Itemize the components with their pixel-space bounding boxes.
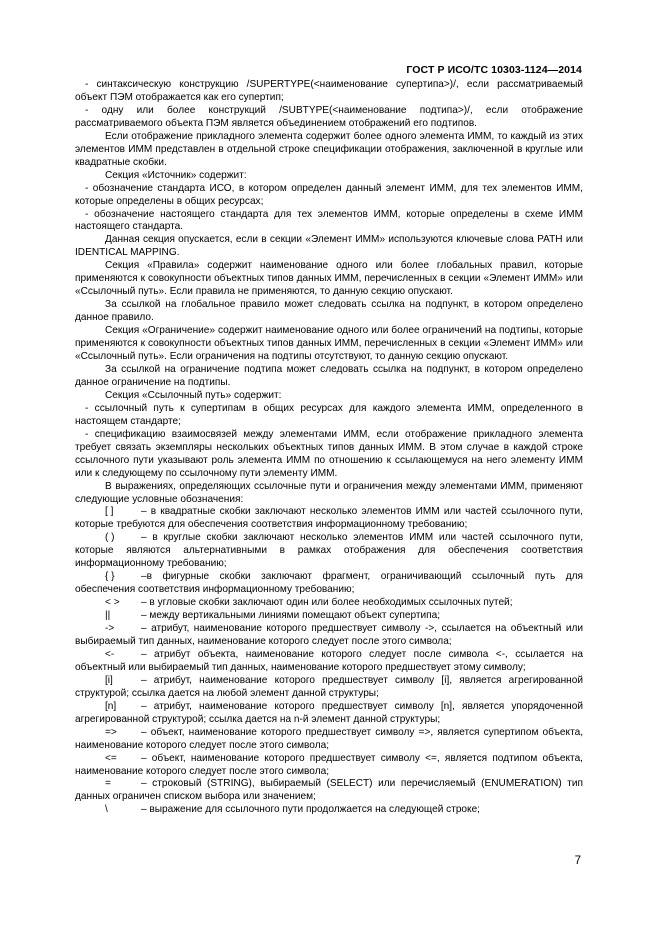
paragraph: За ссылкой на глобальное правило может следовать ссылка на подпункт, в котором определено данное правило.: [75, 299, 583, 324]
notation-item: [75, 727, 583, 753]
notation-item: [75, 701, 583, 727]
notation-symbol: [ ]: [105, 506, 114, 518]
paragraph: - обозначение настоящего стандарта для тех элементов ИММ, которые определены в схеме ИММ настоящего стандарта.: [75, 208, 583, 233]
paragraph: - ссылочный путь к супертипам в общих ресурсах для каждого элемента ИММ, определенного в настоящем стандарте;: [75, 402, 583, 427]
notation-item: [75, 778, 583, 804]
standard-header: ГОСТ Р ИСО/ТС 10303-1124—2014: [406, 64, 582, 76]
paragraph: Секция «Ссылочный путь» содержит:: [105, 389, 282, 401]
notation-symbol: ( ): [105, 532, 115, 544]
notation-item: [75, 675, 583, 701]
notation-description: – объект, наименование которого предшествует символу <=, является подтипом объекта, наименование которого следует после этого символа;: [75, 752, 583, 777]
notation-description: – строковый (STRING), выбираемый (SELECT) или перечисляемый (ENUMERATION) тип данных ограничен списком выбора или значением;: [75, 778, 583, 803]
paragraph: - спецификацию взаимосвязей между элементами ИММ, если отображение прикладного элемента требует связать экземпляры нескольких объектных типов данных ИММ. В этом случае в каждой строке ссылочного пути указывают роль элемента ИММ по отношению к ссылающемуся на него элементу ИММ или к следующему по ссылочному пути элементу ИММ.: [75, 428, 583, 479]
paragraph: Секция «Правила» содержит наименование одного или более глобальных правил, которые применяются к совокупности объектных типов данных ИММ, перечисленных в секции «Элемент ИММ» или «Ссылочный путь». Если правила не применяются, то данную секцию опускают.: [75, 260, 583, 298]
notation-item: [75, 506, 583, 532]
notation-description: – атрибут, наименование которого предшествует символу [n], является упорядоченной агрегированной структурой; ссылка дается на n-й элемент данной структуры;: [75, 700, 583, 725]
paragraph: Секция «Ограничение» содержит наименование одного или более ограничений на подтипы, которые применяются к совокупности объектных типов данных ИММ, перечисленных в секции «Элемент ИММ» или «Ссылочный путь». Если ограничения на подтипы отсутствуют, то данную секцию опускают.: [75, 325, 583, 363]
notation-description: – выражение для ссылочного пути продолжается на следующей строке;: [141, 804, 480, 816]
notation-symbol: =>: [105, 726, 117, 738]
paragraph: - одну или более конструкций /SUBTYPE(<наименование подтипа>)/, если отображение рассматриваемого объекта ПЭМ является объединением отображений его подтипов.: [75, 104, 583, 129]
paragraph: - обозначение стандарта ИСО, в котором определен данный элемент ИММ, для тех элементов ИММ, которые определены в общих ресурсах;: [75, 182, 583, 207]
paragraph: Если отображение прикладного элемента содержит более одного элемента ИММ, то каждый из этих элементов ИММ представлен в отдельной строке спецификации отображения, заключенной в круглые или квадратные скобки.: [75, 130, 583, 168]
page-number: 7: [574, 855, 581, 867]
paragraph: За ссылкой на ограничение подтипа может следовать ссылка на подпункт, в котором определено данное ограничение на подтипы.: [75, 363, 583, 388]
paragraph: Секция «Источник» содержит:: [105, 169, 247, 181]
notation-description: – атрибут, наименование которого предшествует символу ->, ссылается на объектный или выбираемый тип данных, наименование которого следует после этого символа;: [75, 623, 583, 647]
notation-description: – в квадратные скобки заключают несколько элементов ИММ или частей ссылочного пути, которые требуются для обеспечения соответствия информационному требованию;: [75, 506, 583, 531]
notation-item: [75, 623, 583, 649]
notation-description: –в фигурные скобки заключают фрагмент, ограничивающий ссылочный путь для обеспечения соответствия информационному требованию;: [75, 571, 583, 596]
notation-symbol: < >: [105, 597, 120, 609]
notation-item: [75, 571, 583, 597]
notation-item: [75, 610, 583, 623]
notation-item: [75, 597, 583, 610]
notation-symbol: [n]: [105, 700, 117, 712]
notation-item: [75, 804, 583, 817]
notation-symbol: <-: [105, 648, 115, 660]
notation-description: – в круглые скобки заключают несколько элементов ИММ или частей ссылочного пути, которые являются альтернативными в рамках отображения для обеспечения соответствия информационному требованию;: [75, 532, 583, 570]
notation-symbol: ||: [105, 610, 111, 622]
notation-description: – объект, наименование которого предшествует символу =>, является супертипом объекта, наименование которого следует после этого символа;: [75, 726, 583, 751]
notation-description: – атрибут объекта, наименование которого следует после символа <-, ссылается на объектный или выбираемый тип данных, наименование которого предшествует этому символу;: [75, 648, 583, 673]
notation-description: – в угловые скобки заключают один или более необходимых ссылочных путей;: [141, 597, 513, 609]
notation-description: – между вертикальными линиями помещают объект супертипа;: [141, 610, 441, 622]
paragraph: - синтаксическую конструкцию /SUPERTYPE(<наименование супертипа>)/, если рассматриваемый объект ПЭМ отображается как его супертип;: [75, 79, 583, 103]
notation-item: [75, 649, 583, 675]
notation-symbol: [i]: [105, 674, 113, 686]
notation-item: [75, 532, 583, 571]
paragraph: В выражениях, определяющих ссылочные пути и ограничения между элементами ИММ, применяют следующие условные обозначения:: [75, 480, 583, 505]
notation-item: [75, 753, 583, 779]
body-text: [75, 79, 583, 817]
notation-symbol: { }: [105, 571, 115, 583]
notation-symbol: =: [105, 778, 111, 790]
notation-symbol: ->: [105, 623, 115, 635]
notation-symbol: <=: [105, 752, 117, 764]
paragraph: Данная секция опускается, если в секции «Элемент ИММ» используются ключевые слова PATH или IDENTICAL MAPPING.: [75, 234, 583, 259]
notation-description: – атрибут, наименование которого предшествует символу [i], является агрегированной структурой; ссылка дается на любой элемент данной структуры;: [75, 674, 583, 699]
notation-symbol: \: [105, 804, 108, 816]
